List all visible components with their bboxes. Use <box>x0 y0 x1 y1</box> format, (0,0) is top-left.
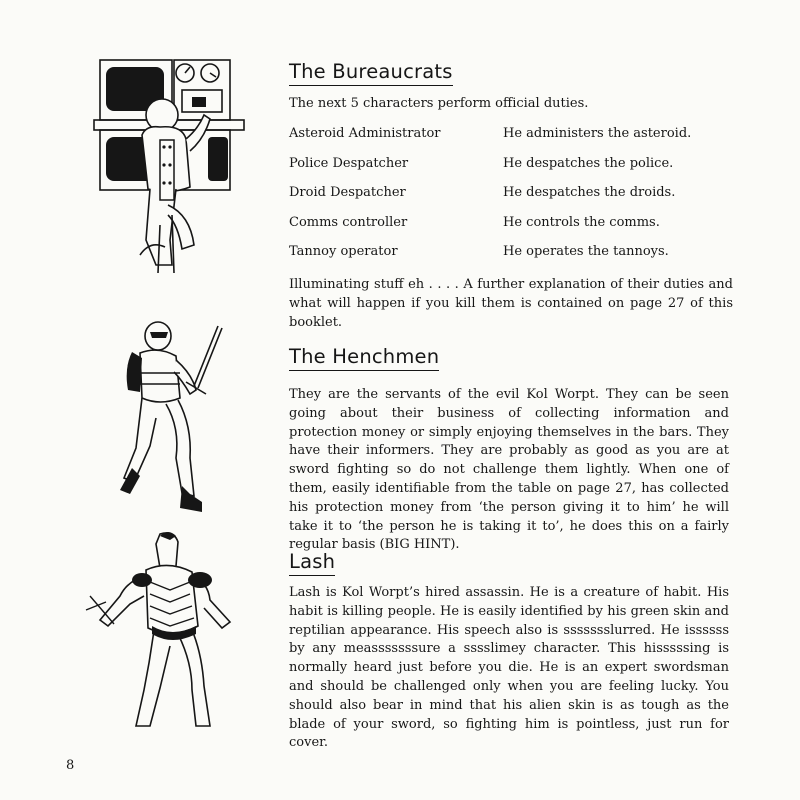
duty-name: Comms controller <box>289 214 408 230</box>
duty-row <box>289 125 739 155</box>
duty-row <box>289 243 739 273</box>
heading-henchmen: The Henchmen <box>289 345 439 371</box>
duty-row <box>289 214 739 244</box>
bureaucrat-illustration <box>90 55 250 280</box>
duty-name: Droid Despatcher <box>289 185 406 200</box>
duty-name: Asteroid Administrator <box>289 126 441 141</box>
lash-paragraph: Lash is Kol Worpt’s hired assassin. He is a creature of habit. His habit is killing people. He is easily identified by his green skin and reptilian appearance. His speech also is ssssssslurred. He issssss by any measssssssure a sssslimey character. This hisssssing is normally heard just before you die. He is an expert swordsman and should be challenged only when you are feeling lucky. You should also bear in mind that his alien skin is as tough as the blade of your sword, so fighting him is pointless, just run for cover. <box>289 585 729 751</box>
bureaucrats-note: Illuminating stuff eh . . . . A further explanation of their duties and what will happen if you kill them is contained on page 27 of this booklet. <box>289 277 733 330</box>
heading-lash: Lash <box>289 550 335 576</box>
duty-row <box>289 184 739 214</box>
bureaucrats-intro: The next 5 characters perform official duties. <box>289 96 589 111</box>
page-number: 8 <box>66 758 75 773</box>
duty-description: He controls the comms. <box>503 214 660 230</box>
duty-description: He despatches the droids. <box>503 185 676 200</box>
heading-bureaucrats: The Bureaucrats <box>289 60 453 86</box>
duty-table <box>289 125 739 273</box>
henchman-illustration <box>110 318 235 523</box>
duty-name: Police Despatcher <box>289 155 409 171</box>
duty-row <box>289 155 739 185</box>
duty-name: Tannoy operator <box>289 244 398 259</box>
lash-illustration <box>80 530 270 730</box>
duty-description: He despatches the police. <box>503 155 674 171</box>
duty-description: He operates the tannoys. <box>503 244 669 259</box>
henchmen-paragraph: They are the servants of the evil Kol Worpt. They can be seen going about their business of collecting information and protection money or simply enjoying themselves in the bars. They have their informers. They are probably as good as you are at sword fighting so do not challenge them lightly. When one of them, easily identifiable from the table on page 27, has collected his protection money from ‘the person giving it to him’ he will take it to ‘the person he is taking it to’, he does this on a fairly regular basis (BIG HINT). <box>289 387 729 553</box>
duty-description: He administers the asteroid. <box>503 126 692 141</box>
